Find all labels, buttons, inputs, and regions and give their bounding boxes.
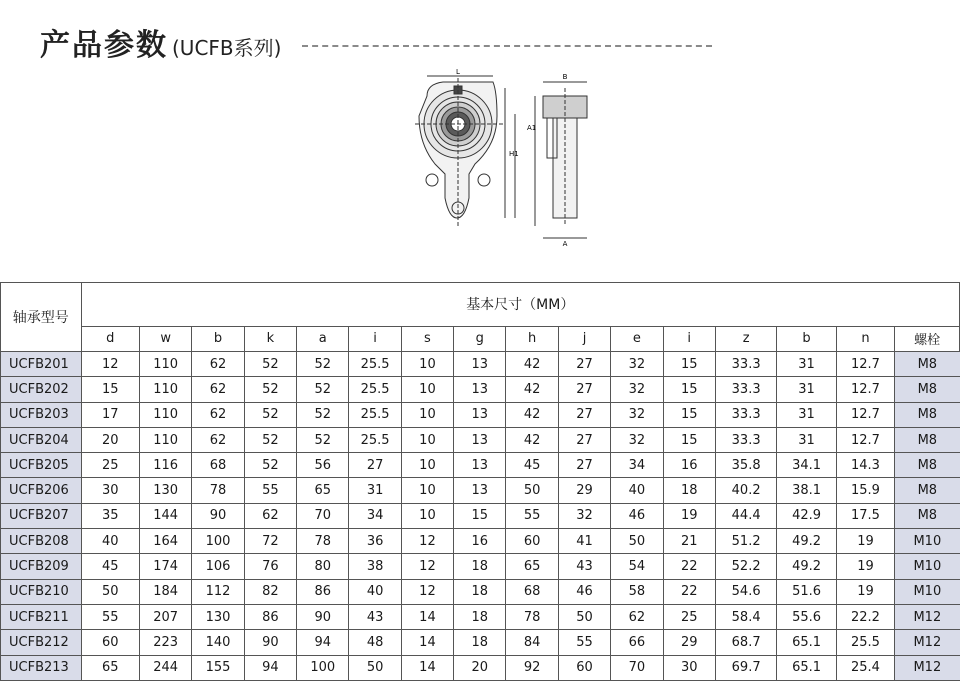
- column-header: b: [192, 326, 244, 351]
- dimension-cell: 52: [244, 377, 296, 402]
- dimension-cell: 52: [297, 377, 349, 402]
- dimension-cell: 22: [663, 554, 715, 579]
- dimension-cell: 10: [401, 352, 453, 377]
- bolt-cell: M10: [895, 529, 960, 554]
- drawing-label-H1: H1: [509, 150, 519, 158]
- dimension-cell: 40: [349, 579, 401, 604]
- dimension-cell: 15: [663, 377, 715, 402]
- dimension-cell: 15: [663, 427, 715, 452]
- dimension-cell: 30: [81, 478, 139, 503]
- dimension-cell: 62: [244, 503, 296, 528]
- dimension-cell: 184: [139, 579, 191, 604]
- dimension-cell: 35: [81, 503, 139, 528]
- dimension-cell: 110: [139, 377, 191, 402]
- model-cell: UCFB205: [1, 453, 82, 478]
- dimension-cell: 72: [244, 529, 296, 554]
- dimension-cell: 31: [777, 427, 836, 452]
- dimension-cell: 32: [611, 352, 663, 377]
- bolt-cell: M8: [895, 427, 960, 452]
- dimension-cell: 13: [454, 402, 506, 427]
- bearing-technical-drawing: [405, 66, 600, 250]
- dimension-cell: 30: [663, 655, 715, 680]
- dimension-cell: 51.2: [715, 529, 776, 554]
- dimension-cell: 116: [139, 453, 191, 478]
- drawing-label-A: A: [562, 240, 568, 248]
- table-row: [1, 630, 960, 655]
- column-header: d: [81, 326, 139, 351]
- dimension-cell: 12.7: [836, 377, 894, 402]
- dimension-cell: 54: [611, 554, 663, 579]
- dimension-cell: 78: [297, 529, 349, 554]
- dimension-cell: 62: [192, 352, 244, 377]
- model-cell: UCFB208: [1, 529, 82, 554]
- title-dashed-rule: [302, 45, 712, 47]
- dimension-cell: 45: [81, 554, 139, 579]
- dimension-cell: 13: [454, 478, 506, 503]
- dimension-cell: 65.1: [777, 655, 836, 680]
- dimension-cell: 32: [611, 402, 663, 427]
- dimension-cell: 33.3: [715, 402, 776, 427]
- dimension-cell: 33.3: [715, 377, 776, 402]
- dimension-cell: 38: [349, 554, 401, 579]
- drawing-label-L: L: [456, 68, 460, 76]
- dimension-cell: 155: [192, 655, 244, 680]
- drawing-label-A1: A1: [527, 124, 537, 132]
- dimension-cell: 52: [244, 402, 296, 427]
- model-cell: UCFB209: [1, 554, 82, 579]
- dimension-cell: 78: [192, 478, 244, 503]
- table-row: [1, 604, 960, 629]
- dimension-cell: 20: [454, 655, 506, 680]
- dimension-cell: 25.4: [836, 655, 894, 680]
- bolt-cell: M12: [895, 604, 960, 629]
- table-row: [1, 427, 960, 452]
- dimension-cell: 13: [454, 453, 506, 478]
- dimension-cell: 86: [244, 604, 296, 629]
- dimension-cell: 27: [558, 402, 610, 427]
- dimension-cell: 38.1: [777, 478, 836, 503]
- dimension-cell: 244: [139, 655, 191, 680]
- column-header: w: [139, 326, 191, 351]
- dimension-cell: 52: [244, 352, 296, 377]
- dimension-cell: 12.7: [836, 402, 894, 427]
- dimension-cell: 49.2: [777, 554, 836, 579]
- dimension-cell: 18: [454, 630, 506, 655]
- dimension-cell: 14: [401, 604, 453, 629]
- dimension-cell: 50: [506, 478, 558, 503]
- dimension-cell: 84: [506, 630, 558, 655]
- column-header: n: [836, 326, 894, 351]
- dimension-cell: 76: [244, 554, 296, 579]
- dimension-cell: 16: [663, 453, 715, 478]
- model-cell: UCFB210: [1, 579, 82, 604]
- dimension-cell: 140: [192, 630, 244, 655]
- dimension-cell: 92: [506, 655, 558, 680]
- dimension-cell: 100: [297, 655, 349, 680]
- bolt-cell: M8: [895, 478, 960, 503]
- dimension-cell: 25: [81, 453, 139, 478]
- dimension-cell: 21: [663, 529, 715, 554]
- dimension-cell: 32: [611, 377, 663, 402]
- dimension-cell: 17: [81, 402, 139, 427]
- dimension-cell: 48: [349, 630, 401, 655]
- dimension-cell: 29: [663, 630, 715, 655]
- dimension-cell: 18: [454, 554, 506, 579]
- dimension-cell: 52.2: [715, 554, 776, 579]
- dimension-cell: 34.1: [777, 453, 836, 478]
- dimension-cell: 130: [192, 604, 244, 629]
- column-header: e: [611, 326, 663, 351]
- dimension-cell: 31: [777, 377, 836, 402]
- dimension-cell: 46: [611, 503, 663, 528]
- page-title: 产品参数: [40, 28, 168, 63]
- dimension-cell: 90: [192, 503, 244, 528]
- table-row: [1, 529, 960, 554]
- dimension-cell: 45: [506, 453, 558, 478]
- model-cell: UCFB201: [1, 352, 82, 377]
- column-header: a: [297, 326, 349, 351]
- dimension-cell: 50: [558, 604, 610, 629]
- dimension-cell: 19: [836, 579, 894, 604]
- table-row: [1, 453, 960, 478]
- dimension-cell: 46: [558, 579, 610, 604]
- dimension-cell: 12.7: [836, 427, 894, 452]
- dimension-cell: 90: [244, 630, 296, 655]
- dimension-cell: 32: [611, 427, 663, 452]
- dimension-cell: 43: [349, 604, 401, 629]
- dimension-cell: 90: [297, 604, 349, 629]
- dimension-cell: 15: [81, 377, 139, 402]
- dimension-cell: 32: [558, 503, 610, 528]
- dimension-cell: 25: [663, 604, 715, 629]
- dimension-cell: 70: [611, 655, 663, 680]
- dimension-cell: 19: [663, 503, 715, 528]
- dimension-cell: 10: [401, 377, 453, 402]
- table-row: [1, 503, 960, 528]
- dimension-cell: 33.3: [715, 352, 776, 377]
- dimension-cell: 66: [611, 630, 663, 655]
- table-row: [1, 478, 960, 503]
- column-header: g: [454, 326, 506, 351]
- dimension-cell: 51.6: [777, 579, 836, 604]
- dimension-cell: 35.8: [715, 453, 776, 478]
- dimension-cell: 16: [454, 529, 506, 554]
- dimension-cell: 58.4: [715, 604, 776, 629]
- column-header: i: [663, 326, 715, 351]
- dimension-cell: 55: [81, 604, 139, 629]
- dimension-cell: 15: [454, 503, 506, 528]
- bolt-cell: M8: [895, 503, 960, 528]
- dimension-cell: 130: [139, 478, 191, 503]
- model-cell: UCFB213: [1, 655, 82, 680]
- dimension-cell: 60: [506, 529, 558, 554]
- table-row: [1, 352, 960, 377]
- dimension-cell: 25.5: [349, 352, 401, 377]
- column-header: i: [349, 326, 401, 351]
- dimension-cell: 86: [297, 579, 349, 604]
- table-row: [1, 402, 960, 427]
- table-row: [1, 377, 960, 402]
- dimension-cell: 65.1: [777, 630, 836, 655]
- dimension-cell: 52: [297, 427, 349, 452]
- dimension-cell: 100: [192, 529, 244, 554]
- model-cell: UCFB203: [1, 402, 82, 427]
- dimension-cell: 17.5: [836, 503, 894, 528]
- column-header: 螺栓: [895, 326, 960, 351]
- dimension-cell: 10: [401, 427, 453, 452]
- dimension-cell: 40: [611, 478, 663, 503]
- dimension-cell: 144: [139, 503, 191, 528]
- dimension-cell: 94: [297, 630, 349, 655]
- dimension-cell: 12: [401, 529, 453, 554]
- dimension-cell: 174: [139, 554, 191, 579]
- dimension-cell: 52: [244, 427, 296, 452]
- dimension-cell: 54.6: [715, 579, 776, 604]
- dimension-cell: 12.7: [836, 352, 894, 377]
- dimension-cell: 20: [81, 427, 139, 452]
- model-cell: UCFB212: [1, 630, 82, 655]
- dimension-cell: 36: [349, 529, 401, 554]
- column-header: b: [777, 326, 836, 351]
- dimension-cell: 18: [454, 604, 506, 629]
- model-cell: UCFB202: [1, 377, 82, 402]
- dimension-cell: 60: [558, 655, 610, 680]
- dimension-cell: 10: [401, 402, 453, 427]
- dimension-cell: 10: [401, 503, 453, 528]
- dimension-cell: 42: [506, 427, 558, 452]
- column-header: h: [506, 326, 558, 351]
- dimension-cell: 18: [454, 579, 506, 604]
- model-cell: UCFB204: [1, 427, 82, 452]
- dimension-cell: 42: [506, 402, 558, 427]
- dimension-cell: 110: [139, 402, 191, 427]
- model-cell: UCFB206: [1, 478, 82, 503]
- dimension-cell: 58: [611, 579, 663, 604]
- dimension-cell: 50: [81, 579, 139, 604]
- dimension-cell: 14: [401, 630, 453, 655]
- model-cell: UCFB207: [1, 503, 82, 528]
- header-bearing-model: 轴承型号: [1, 283, 82, 352]
- dimension-cell: 60: [81, 630, 139, 655]
- dimension-cell: 27: [558, 352, 610, 377]
- dimension-cell: 223: [139, 630, 191, 655]
- table-row: [1, 554, 960, 579]
- dimension-cell: 42.9: [777, 503, 836, 528]
- dimension-cell: 50: [349, 655, 401, 680]
- dimension-cell: 68: [192, 453, 244, 478]
- table-row: [1, 655, 960, 680]
- dimension-cell: 42: [506, 377, 558, 402]
- bolt-cell: M10: [895, 579, 960, 604]
- dimension-cell: 27: [558, 453, 610, 478]
- dimension-cell: 29: [558, 478, 610, 503]
- dimension-cell: 106: [192, 554, 244, 579]
- dimension-cell: 43: [558, 554, 610, 579]
- dimension-cell: 65: [506, 554, 558, 579]
- dimension-cell: 44.4: [715, 503, 776, 528]
- dimension-cell: 19: [836, 554, 894, 579]
- dimension-cell: 15: [663, 352, 715, 377]
- dimension-cell: 56: [297, 453, 349, 478]
- bolt-cell: M10: [895, 554, 960, 579]
- bolt-cell: M8: [895, 377, 960, 402]
- dimension-cell: 25.5: [349, 402, 401, 427]
- dimension-cell: 12: [81, 352, 139, 377]
- dimension-cell: 14.3: [836, 453, 894, 478]
- dimension-cell: 55: [506, 503, 558, 528]
- bolt-cell: M8: [895, 402, 960, 427]
- bolt-cell: M12: [895, 655, 960, 680]
- dimension-cell: 68: [506, 579, 558, 604]
- dimension-cell: 112: [192, 579, 244, 604]
- dimension-cell: 49.2: [777, 529, 836, 554]
- dimension-cell: 82: [244, 579, 296, 604]
- dimension-cell: 55: [244, 478, 296, 503]
- dimension-cell: 41: [558, 529, 610, 554]
- dimension-cell: 50: [611, 529, 663, 554]
- dimension-cell: 207: [139, 604, 191, 629]
- dimension-cell: 12: [401, 579, 453, 604]
- dimension-cell: 22.2: [836, 604, 894, 629]
- page-title-row: [40, 20, 281, 64]
- page-subtitle: (UCFB系列): [172, 36, 282, 60]
- dimension-cell: 55: [558, 630, 610, 655]
- dimension-cell: 65: [297, 478, 349, 503]
- dimension-cell: 31: [777, 402, 836, 427]
- dimension-cell: 18: [663, 478, 715, 503]
- header-basic-dimensions: 基本尺寸（MM）: [81, 283, 959, 327]
- dimension-cell: 62: [611, 604, 663, 629]
- dimension-cell: 40.2: [715, 478, 776, 503]
- dimension-cell: 27: [558, 377, 610, 402]
- bolt-cell: M8: [895, 453, 960, 478]
- dimension-cell: 55.6: [777, 604, 836, 629]
- dimension-cell: 15.9: [836, 478, 894, 503]
- dimension-cell: 25.5: [836, 630, 894, 655]
- dimension-cell: 52: [297, 352, 349, 377]
- dimension-cell: 25.5: [349, 377, 401, 402]
- column-header: z: [715, 326, 776, 351]
- dimension-cell: 70: [297, 503, 349, 528]
- dimension-cell: 22: [663, 579, 715, 604]
- column-header: s: [401, 326, 453, 351]
- table-row: [1, 579, 960, 604]
- column-header-row: [1, 326, 960, 351]
- dimension-cell: 42: [506, 352, 558, 377]
- dimension-cell: 25.5: [349, 427, 401, 452]
- dimension-cell: 12: [401, 554, 453, 579]
- dimension-cell: 110: [139, 352, 191, 377]
- dimension-cell: 78: [506, 604, 558, 629]
- dimension-cell: 62: [192, 427, 244, 452]
- dimension-cell: 14: [401, 655, 453, 680]
- dimension-cell: 13: [454, 427, 506, 452]
- dimension-cell: 52: [244, 453, 296, 478]
- column-header: k: [244, 326, 296, 351]
- dimension-cell: 40: [81, 529, 139, 554]
- bolt-cell: M12: [895, 630, 960, 655]
- dimension-cell: 19: [836, 529, 894, 554]
- bolt-cell: M8: [895, 352, 960, 377]
- dimension-cell: 94: [244, 655, 296, 680]
- dimension-cell: 31: [777, 352, 836, 377]
- column-header: j: [558, 326, 610, 351]
- dimension-cell: 31: [349, 478, 401, 503]
- dimension-cell: 10: [401, 478, 453, 503]
- dimension-cell: 110: [139, 427, 191, 452]
- dimension-cell: 15: [663, 402, 715, 427]
- dimension-cell: 13: [454, 352, 506, 377]
- dimension-cell: 62: [192, 377, 244, 402]
- dimension-cell: 62: [192, 402, 244, 427]
- dimension-cell: 52: [297, 402, 349, 427]
- dimension-cell: 69.7: [715, 655, 776, 680]
- dimension-cell: 65: [81, 655, 139, 680]
- drawing-label-B: B: [562, 73, 568, 81]
- dimension-cell: 13: [454, 377, 506, 402]
- dimension-cell: 10: [401, 453, 453, 478]
- dimension-cell: 27: [558, 427, 610, 452]
- dimension-cell: 34: [349, 503, 401, 528]
- dimension-cell: 34: [611, 453, 663, 478]
- dimension-cell: 27: [349, 453, 401, 478]
- dimension-cell: 33.3: [715, 427, 776, 452]
- dimension-cell: 68.7: [715, 630, 776, 655]
- model-cell: UCFB211: [1, 604, 82, 629]
- spec-table: [0, 282, 960, 681]
- dimension-cell: 80: [297, 554, 349, 579]
- dimension-cell: 164: [139, 529, 191, 554]
- spec-table-body: [1, 352, 960, 681]
